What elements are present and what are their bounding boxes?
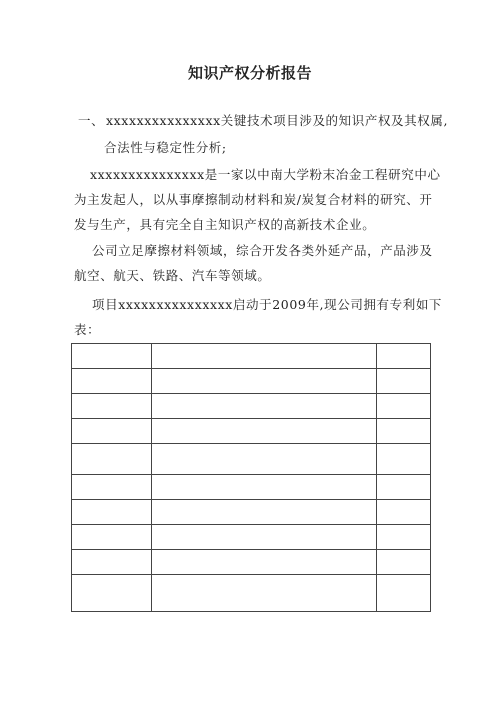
- table-row: [72, 475, 431, 500]
- table-cell: [72, 575, 152, 612]
- paragraph-line: xxxxxxxxxxxxxxx是一家以中南大学粉末冶金工程研究中心: [90, 167, 441, 182]
- table-cell: [376, 550, 430, 575]
- table-row: [72, 550, 431, 575]
- table-cell: [72, 444, 152, 475]
- paragraph-line: 为主发起人，以从事摩擦制动材料和炭/炭复合材料的研究、开: [74, 192, 433, 207]
- table-cell: [376, 575, 430, 612]
- table-row: [72, 444, 431, 475]
- table-cell: [72, 344, 152, 369]
- section-number: 一、: [78, 113, 105, 128]
- paragraph-line: 项目xxxxxxxxxxxxxxx启动于2009年,现公司拥有专利如下: [92, 297, 443, 312]
- table-cell: [72, 475, 152, 500]
- table-cell: [72, 500, 152, 525]
- table-cell: [72, 369, 152, 394]
- table-cell: [72, 525, 152, 550]
- table-row: [72, 575, 431, 612]
- paragraph-line: 航空、航天、铁路、汽车等领域。: [74, 268, 271, 283]
- paragraph-line: 表：: [74, 322, 101, 337]
- table-cell: [152, 369, 376, 394]
- table-cell: [152, 575, 376, 612]
- table-cell: [152, 394, 376, 419]
- table-cell: [152, 475, 376, 500]
- table-cell: [152, 525, 376, 550]
- table-cell: [376, 419, 430, 444]
- table-cell: [376, 500, 430, 525]
- paragraph-line: 发与生产，具有完全自主知识产权的高新技术企业。: [74, 217, 376, 232]
- table-cell: [152, 500, 376, 525]
- patent-table: [71, 343, 431, 612]
- table-cell: [152, 344, 376, 369]
- table-cell: [72, 419, 152, 444]
- table-cell: [376, 394, 430, 419]
- table-cell: [72, 550, 152, 575]
- table-cell: [152, 444, 376, 475]
- table-cell: [376, 444, 430, 475]
- paragraph-line: 公司立足摩擦材料领域，综合开发各类外延产品，产品涉及: [92, 243, 433, 258]
- table-cell: [72, 394, 152, 419]
- table-row: [72, 344, 431, 369]
- table-cell: [376, 344, 430, 369]
- table-row: [72, 369, 431, 394]
- table-cell: [376, 475, 430, 500]
- table-cell: [376, 369, 430, 394]
- section-heading-line-1: [78, 113, 448, 129]
- table-cell: [376, 525, 430, 550]
- table-row: [72, 394, 431, 419]
- table-row: [72, 525, 431, 550]
- table-row: [72, 500, 431, 525]
- document-title: 知识产权分析报告: [187, 64, 312, 82]
- table-row: [72, 419, 431, 444]
- section-heading-line-2: 合法性与稳定性分析;: [104, 140, 227, 155]
- table-cell: [152, 550, 376, 575]
- table-cell: [152, 419, 376, 444]
- section-heading-text: xxxxxxxxxxxxxxx关键技术项目涉及的知识产权及其权属,: [106, 113, 449, 128]
